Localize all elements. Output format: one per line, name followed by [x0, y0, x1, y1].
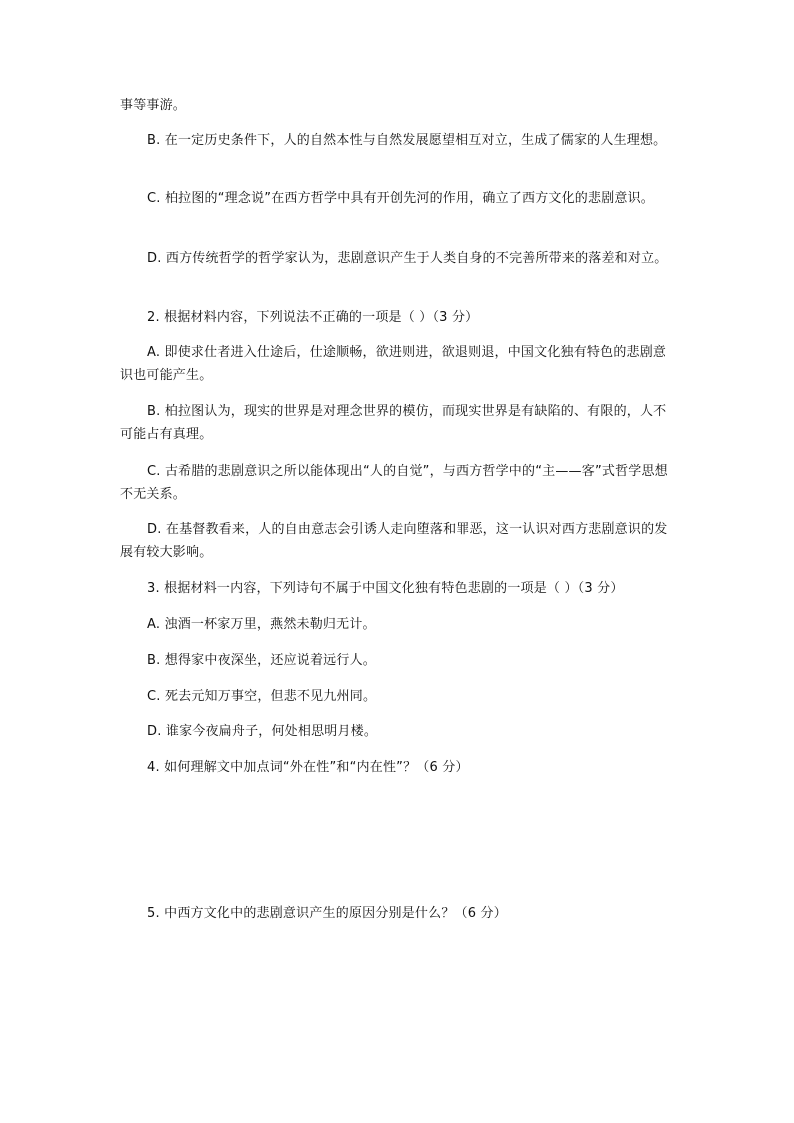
q2-option-c: C. 古希腊的悲剧意识之所以能体现出“人的自觉”，与西方哲学中的“主——客”式哲学思想不无关系。: [120, 464, 668, 502]
q3-option-d: D. 谁家今夜扁舟子，何处相思明月楼。: [147, 724, 378, 739]
q2-option-b: B. 柏拉图认为，现实的世界是对理念世界的模仿，而现实世界是有缺陷的、有限的，人不可能占有真理。: [120, 404, 667, 442]
question-5: 5. 中西方文化中的悲剧意识产生的原因分别是什么？（6 分）: [147, 906, 507, 921]
question-3: 3. 根据材料一内容，下列诗句不属于中国文化独有特色悲剧的一项是（ ）（3 分）: [147, 581, 624, 596]
paragraph-continuation: 事等事游。: [120, 98, 187, 113]
q2-option-d: D. 在基督教看来，人的自由意志会引诱人走向堕落和罪恶，这一认识对西方悲剧意识的发展有较大影响。: [120, 522, 668, 560]
q3-option-a: A. 浊酒一杯家万里，燕然未勒归无计。: [147, 617, 376, 632]
q1-option-c: C. 柏拉图的“理念说”在西方哲学中具有开创先河的作用，确立了西方文化的悲剧意识。: [147, 191, 655, 206]
q3-option-c: C. 死去元知万事空，但悲不见九州同。: [147, 689, 377, 704]
q2-option-a: A. 即使求仕者进入仕途后，仕途顺畅，欲进则进，欲退则退，中国文化独有特色的悲剧意识也可能产生。: [120, 345, 667, 383]
question-2: 2. 根据材料内容，下列说法不正确的一项是（ ）（3 分）: [147, 310, 479, 325]
q3-option-b: B. 想得家中夜深坐，还应说着远行人。: [147, 653, 376, 668]
question-4: 4. 如何理解文中加点词“外在性”和“内在性”？（6 分）: [147, 760, 469, 775]
q1-option-b: B. 在一定历史条件下，人的自然本性与自然发展愿望相互对立，生成了儒家的人生理想。: [147, 133, 667, 148]
q1-option-d: D. 西方传统哲学的哲学家认为，悲剧意识产生于人类自身的不完善所带来的落差和对立。: [147, 251, 668, 266]
